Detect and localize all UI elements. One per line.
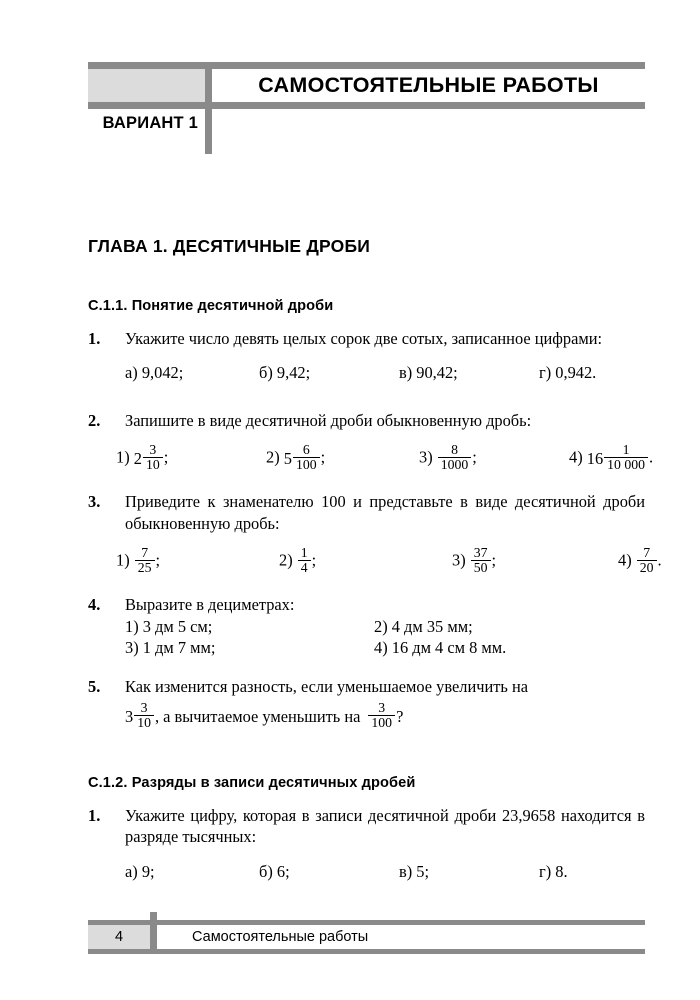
fraction-option-4: 4) $\frac{7}{20}$ .: [618, 545, 662, 576]
header-rule-mid-left: [88, 102, 205, 109]
page-header: [88, 62, 645, 154]
fraction-option-2: 2) 5 $\frac{6}{100}$ ;: [266, 442, 326, 473]
option-a: а) 9,042;: [125, 363, 184, 383]
exercise-text-line-1: Как изменится разность, если уменьшаемое увеличить на: [125, 677, 529, 697]
exercise-text-line-2: [125, 699, 645, 731]
exercise-1-1-options: [88, 362, 645, 383]
footer-vertical-rule: [150, 912, 157, 954]
page-content: [88, 236, 662, 882]
exercise-text: Выразите в дециметрах:: [125, 595, 295, 615]
exercise-number: 1.: [88, 806, 101, 826]
option-g: г) 0,942.: [539, 363, 597, 383]
section-title-s111: С.1.1. Понятие десятичной дроби: [88, 298, 334, 314]
exercise-1-3: [88, 491, 645, 534]
option-v: в) 90,42;: [399, 363, 458, 383]
option-a: а) 9;: [125, 861, 155, 881]
page-number: 4: [88, 925, 150, 949]
fraction-three-hundredths: $\frac{3}{100}$: [368, 701, 395, 730]
exercise-1-3-options: [88, 545, 662, 576]
sub-item-4: 4) 16 дм 4 см 8 мм.: [374, 638, 507, 658]
exercise-1-2: [88, 410, 645, 431]
exercise-text: Запишите в виде десятичной дроби обыкновенную дробь:: [125, 410, 532, 430]
fraction-option-4: 4) 16 $\frac{1}{10 000}$ .: [569, 442, 654, 473]
header-vertical-rule: [205, 62, 212, 154]
chapter-title: ГЛАВА 1. ДЕСЯТИЧНЫЕ ДРОБИ: [88, 236, 371, 256]
exercise-1-4-row-2: [88, 637, 645, 658]
header-rule-top-left: [88, 62, 205, 69]
exercise-text: Укажите число девять целых сорок две сотых, записанное цифрами:: [125, 329, 603, 348]
exercise-1-4-row-1: [88, 616, 645, 637]
footer-rule-bottom-left: [88, 949, 150, 954]
header-grey-block: [88, 69, 205, 102]
exercise-1-1: [88, 328, 645, 349]
exercise-1-2-options: [88, 442, 654, 473]
sub-item-1: 1) 3 дм 5 см;: [125, 616, 213, 636]
sub-item-3: 3) 1 дм 7 мм;: [125, 638, 216, 658]
header-rule-mid-right: [212, 102, 645, 109]
sub-item-2: 2) 4 дм 35 мм;: [374, 616, 473, 636]
fraction-option-1: 1) 2 $\frac{3}{10}$ ;: [116, 442, 169, 473]
fraction-option-1: 1) $\frac{7}{25}$ ;: [116, 545, 161, 576]
fraction-option-2: 2) $\frac{1}{4}$ ;: [279, 545, 317, 576]
exercise-text: Укажите цифру, которая в записи десятичной дроби 23,9658 находится в разряде тысячных:: [125, 806, 645, 847]
exercise-number: 4.: [88, 595, 101, 615]
section-title-s112: С.1.2. Разряды в записи десятичных дробей: [88, 775, 416, 792]
exercise-2-1: [88, 805, 645, 848]
exercise-text: Приведите к знаменателю 100 и представьте в виде десятичной дроби обыкновенную дробь:: [125, 492, 645, 533]
line-2-middle-text: , а вычитаемое уменьшить на: [154, 706, 361, 726]
mixed-number: 3 $\frac{3}{10}$: [125, 702, 155, 731]
footer-rule-bottom-right: [157, 949, 645, 954]
option-g: г) 8.: [539, 861, 568, 881]
line-2-end-text: ?: [396, 706, 404, 726]
exercise-1-4: [88, 594, 645, 615]
exercise-number: 3.: [88, 492, 101, 512]
footer-label: Самостоятельные работы: [192, 929, 369, 945]
exercise-1-5: [88, 676, 645, 731]
fraction-option-3: 3) $\frac{8}{1000}$ ;: [419, 442, 477, 473]
variant-label: ВАРИАНТ 1: [102, 114, 198, 132]
exercise-number: 2.: [88, 410, 101, 430]
fraction-option-3: 3) $\frac{37}{50}$ ;: [452, 545, 497, 576]
exercise-2-1-options: [88, 861, 645, 882]
exercise-number: 1.: [88, 329, 101, 348]
exercise-number: 5.: [88, 677, 101, 697]
option-v: в) 5;: [399, 861, 430, 881]
option-b: б) 6;: [259, 861, 290, 881]
option-b: б) 9,42;: [259, 363, 311, 383]
page-footer: [88, 912, 645, 954]
page-title: САМОСТОЯТЕЛЬНЫЕ РАБОТЫ: [258, 73, 599, 97]
